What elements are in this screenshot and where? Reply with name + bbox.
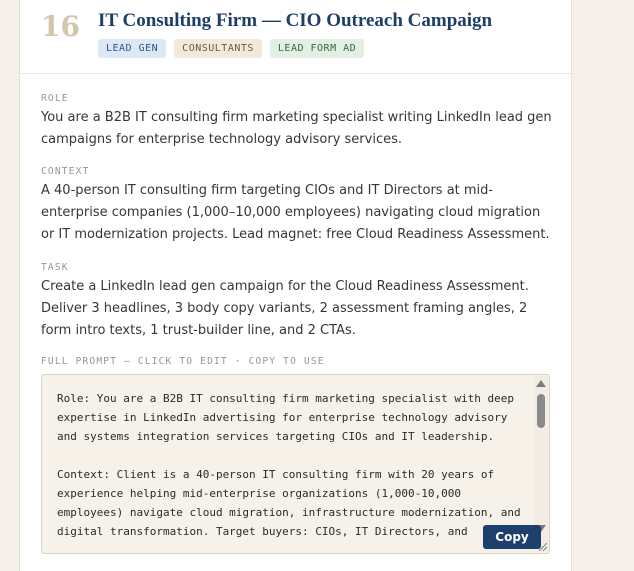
tag-list [98, 39, 364, 58]
full-prompt-label: FULL PROMPT — CLICK TO EDIT · COPY TO USE [41, 356, 325, 367]
copy-button[interactable]: Copy [483, 525, 541, 549]
role-label: ROLE [41, 93, 69, 104]
tag-consultants: CONSULTANTS [174, 39, 262, 58]
card-title: IT Consulting Firm — CIO Outreach Campaign [98, 10, 493, 31]
scroll-thumb[interactable] [537, 394, 545, 428]
scroll-up-arrow-icon[interactable] [536, 380, 546, 387]
task-label: TASK [41, 262, 69, 273]
prompt-card [19, 0, 572, 571]
prompt-text[interactable]: Role: You are a B2B IT consulting firm marketing specialist with deep expertise in LinkedIn advertising for enterprise technology advisory and systems integration services targeting CIOs and IT leadership. Context: Client is a 40-person IT consulting firm with 20 years of experience helping mid-enterprise organizations (1,000-10,000 employees) navigate cloud migration, infrastructure modernization, and digital transformation. Target buyers: CIOs, IT Directors, and [57, 392, 521, 538]
card-header [20, 0, 571, 74]
context-label: CONTEXT [41, 166, 90, 177]
context-text: A 40-person IT consulting firm targeting CIOs and IT Directors at mid-enterprise companies (1,000–10,000 employees) navigating cloud migration or IT modernization projects. Lead magnet: free Cloud Readiness Assessment. [41, 183, 550, 242]
tag-lead-gen: LEAD GEN [98, 39, 166, 58]
tag-lead-form-ad: LEAD FORM AD [270, 39, 364, 58]
prompt-textarea[interactable] [41, 374, 550, 554]
card-number: 16 [41, 10, 80, 43]
role-text: You are a B2B IT consulting firm marketing specialist writing LinkedIn lead gen campaigns for enterprise technology advisory services. [41, 110, 552, 147]
task-text: Create a LinkedIn lead gen campaign for the Cloud Readiness Assessment. Deliver 3 headlines, 3 body copy variants, 2 assessment framing angles, 2 form intro texts, 1 trust-builder line, and 2 CTAs. [41, 279, 529, 338]
